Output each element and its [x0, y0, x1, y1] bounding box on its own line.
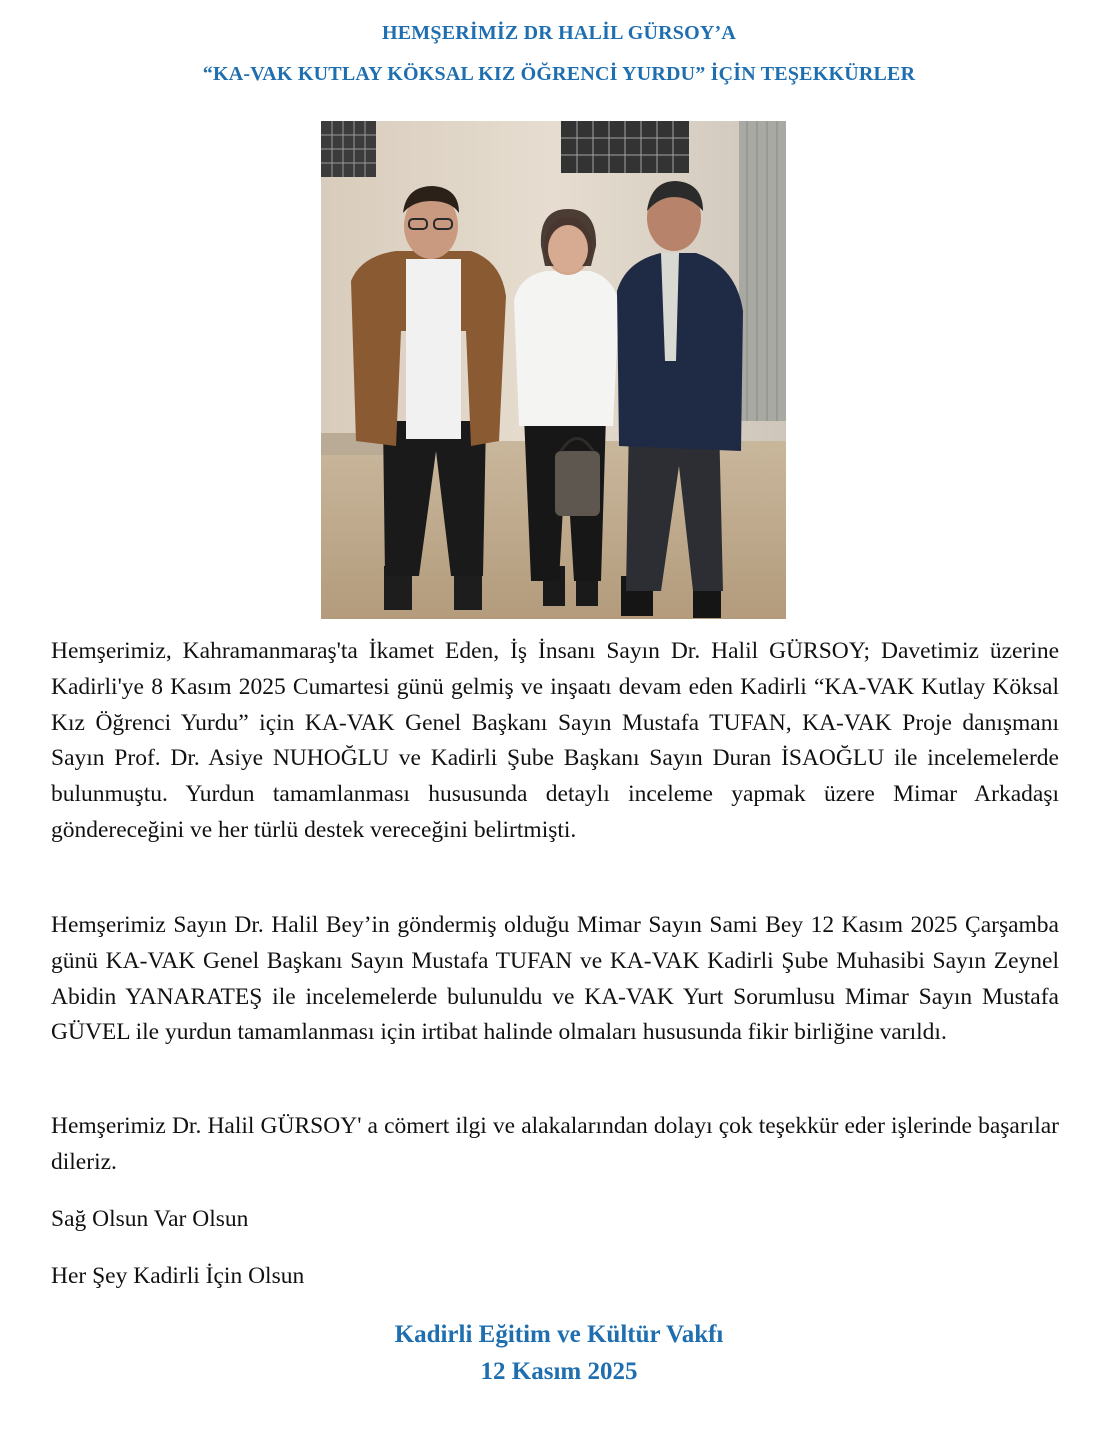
group-photo — [321, 121, 786, 619]
signature-organization: Kadirli Eğitim ve Kültür Vakfı — [394, 1321, 724, 1348]
paragraph-1: Hemşerimiz, Kahramanmaraş'ta İkamet Eden, İş İnsanı Sayın Dr. Halil GÜRSOY; Davetimiz üzerine Kadirli'ye 8 Kasım 2025 Cumartesi günü gelmiş ve inşaatı devam eden Kadirli “KA-VAK Kutlay Köksal Kız Öğrenci Yurdu” için KA-VAK Genel Başkanı Sayın Mustafa TUFAN, KA-VAK Proje danışmanı Sayın Prof. Dr. Asiye NUHOĞLU ve Kadirli Şube Başkanı Sayın Duran İSAOĞLU ile incelemelerde bulunmuştu. Yurdun tamamlanması hususunda detaylı inceleme yapmak üzere Mimar Arkadaşı göndereceğini ve her türlü destek vereceğini belirtmişti. — [51, 638, 1059, 843]
paragraph-2: Hemşerimiz Sayın Dr. Halil Bey’in göndermiş olduğu Mimar Sayın Sami Bey 12 Kasım 2025 Çarşamba günü KA-VAK Genel Başkanı Sayın Mustafa TUFAN ve KA-VAK Kadirli Şube Muhasibi Sayın Zeynel Abidin YANARATEŞ ile incelemelerde bulunuldu ve KA-VAK Yurt Sorumlusu Mimar Sayın Mustafa GÜVEL ile yurdun tamamlanması için irtibat halinde olmaları hususunda fikir birliğine varıldı. — [51, 912, 1059, 1046]
closing-line-1: Sağ Olsun Var Olsun — [51, 1206, 249, 1232]
title-line-2: “KA-VAK KUTLAY KÖKSAL KIZ ÖĞRENCİ YURDU” İÇİN TEŞEKKÜRLER — [202, 63, 916, 85]
paragraph-3: Hemşerimiz Dr. Halil GÜRSOY' a cömert ilgi ve alakalarından dolayı çok teşekkür eder işlerinde başarılar dileriz. — [51, 1113, 1059, 1175]
signature-date: 12 Kasım 2025 — [480, 1358, 638, 1385]
title-line-1: HEMŞERİMİZ DR HALİL GÜRSOY’A — [382, 22, 736, 44]
closing-line-2: Her Şey Kadirli İçin Olsun — [51, 1263, 305, 1289]
